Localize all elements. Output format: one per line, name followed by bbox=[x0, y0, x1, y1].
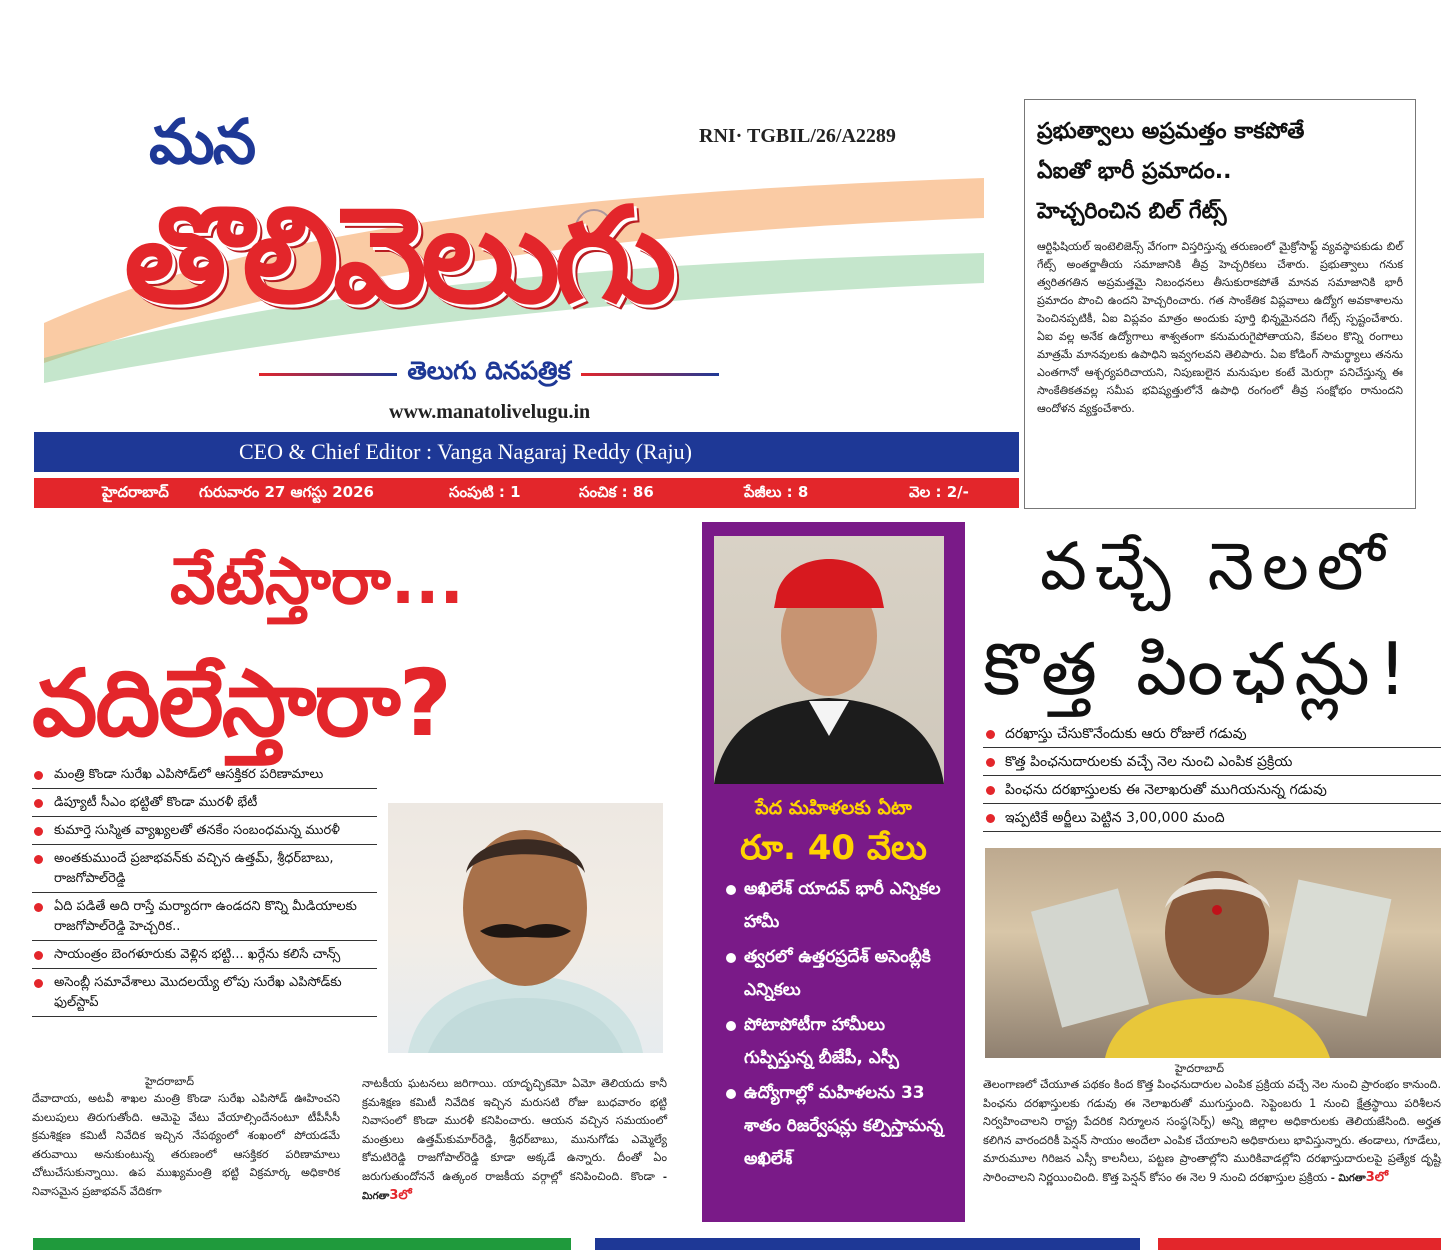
portrait-akhilesh-icon bbox=[714, 536, 944, 784]
dateline-issue: సంచిక : 86 bbox=[579, 483, 654, 501]
logo-tolivelugu: తొలివెలుగు bbox=[124, 179, 671, 333]
continued-page: 3లో bbox=[1365, 1169, 1389, 1185]
tagline-rule-right bbox=[581, 373, 719, 376]
continued-label: - మిగతా bbox=[1330, 1172, 1366, 1184]
portrait-man-icon bbox=[388, 803, 663, 1053]
portrait-woman-icon bbox=[985, 848, 1441, 1058]
photo-akhilesh-yadav bbox=[714, 536, 944, 784]
dateline-city: హైదరాబాద్ bbox=[102, 483, 169, 501]
main-story-column-1: దేవాదాయ, అటవీ శాఖల మంత్రి కొండా సురేఖ ఎపిసోడ్ ఊహించని మలుపులు తిరుగుతోంది. ఆమెపై వేటు వేయాల్సిందేనంటూ టీపీసీసీ క్రమశిక్షణ కమిటీ నివేదిక ఇచ్చిన నేపథ్యంలో శంఖంలో పోయడమే తరువాయి అనుకుంటున్న తరుణంలో ఆసక్తికర పరిణామాలు చోటుచేసుకున్నాయి. ఉప ముఖ్యమంత్రి భట్టి విక్రమార్క అధికారిక నివాసమైన ప్రజాభవన్ వేదికగా bbox=[32, 1092, 340, 1198]
bottom-band-blue bbox=[595, 1238, 1140, 1250]
main-story-bullets bbox=[32, 765, 377, 1021]
website-url[interactable]: www.manatolivelugu.in bbox=[389, 401, 591, 423]
photo-konda-murali bbox=[388, 803, 663, 1053]
pension-headline-2: కొత్త పింఛన్లు! bbox=[983, 627, 1415, 711]
continued-marker bbox=[1330, 1169, 1389, 1185]
ai-headline-1: ప్రభుత్వాలు అప్రమత్తం కాకపోతే bbox=[1037, 119, 1305, 144]
tagline-rule-left bbox=[259, 373, 397, 376]
dateline-band bbox=[34, 478, 1019, 508]
list-item: ఏది పడితే అది రాస్తే మర్యాదగా ఉండదని కొన్ని మీడియాలకు రాజగోపాల్‌రెడ్డి హెచ్చరిక.. bbox=[32, 897, 377, 941]
list-item: పోటాపోటీగా హామీలు గుప్పిస్తున్న బీజేపీ, ఎస్పీ bbox=[726, 1009, 956, 1075]
list-item: అంతకుముందే ప్రజాభవన్‌కు వచ్చిన ఉత్తమ్, శ్రీధర్‌బాబు, రాజగోపాల్‌రెడ్డి bbox=[32, 849, 377, 893]
masthead bbox=[34, 95, 989, 430]
chief-editor: CEO & Chief Editor : Vanga Nagaraj Reddy (Raju) bbox=[239, 439, 692, 464]
dateline-date: గురువారం 27 ఆగస్టు 2026 bbox=[199, 483, 374, 501]
main-headline-1: వేటేస్తారా... bbox=[170, 545, 464, 619]
continued-page: 3లో bbox=[389, 1188, 412, 1203]
list-item: పింఛను దరఖాస్తులకు ఈ నెలాఖరుతో ముగియనున్న గడువు bbox=[983, 779, 1441, 804]
list-item: కుమార్తె సుస్మిత వ్యాఖ్యలతో తనకేం సంబంధమన్న మురళీ bbox=[32, 821, 377, 845]
list-item: ఇప్పటికే అర్జీలు పెట్టిన 3,00,000 మంది bbox=[983, 807, 1441, 832]
dateline-price: వెల : 2/- bbox=[909, 483, 969, 501]
list-item: సాయంత్రం బెంగళూరుకు వెళ్లిన భట్టి... ఖర్గేను కలిసే చాన్స్ bbox=[32, 945, 377, 969]
main-story-column-2-text: నాటకీయ ఘటనలు జరిగాయి. యాదృచ్ఛికమో ఏమో తెలియదు కానీ క్రమశిక్షణ కమిటీ నివేదిక ఇచ్చిన మరుసటి రోజు బుధవారం భట్టి నివాసంలో కొండా మురళీ కనిపించారు. ఆయన వచ్చిన సమయంలో మంత్రులు ఉత్తమ్‌కుమార్‌రెడ్డి, శ్రీధర్‌బాబు, మునుగోడు ఎమ్మెల్యే కోమటిరెడ్డి రాజగోపాల్‌రెడ్డి కూడా అక్కడే ఉన్నారు. దీంతో ఏం జరుగుతుందోననే ఉత్కంఠ రాజకీయ వర్గాల్లో కనిపించింది. కొండా bbox=[362, 1077, 667, 1183]
logo-mana: మన bbox=[149, 105, 255, 178]
pension-headline-1: వచ్చే నెలలో bbox=[1040, 528, 1393, 605]
pension-story-text: తెలంగాణలో చేయూత పథకం కింద కొత్త పింఛనుదారుల ఎంపిక ప్రక్రియ వచ్చే నెల నుంచి ప్రారంభం కానుంది. పింఛను దరఖాస్తులకు గడువు ఈ నెలాఖరుతో ముగుస్తుంది. సెప్టెంబరు 1 నుంచి క్షేత్రస్థాయి పరిశీలన నిర్వహించాలని రాష్ట్ర పేదరిక నిర్మూలన సంస్థ(సెర్ప్) అన్ని జిల్లాల అధికారులకు తెలియజేసింది. అర్హత కలిగిన వారందరికీ పెన్షన్ సాయం అందేలా ఎంపిక చేయాలని అధికారులు భావిస్తున్నారు. తండాలు, గూడేలు, మారుమూల గిరిజన ఎస్సీ కాలనీలు, పట్టణ ప్రాంతాల్లోని మురికివాడల్లోని దరఖాస్తుదారులపై ప్రత్యేక దృష్టి సారించాలని నిర్ణయించింది. కొత్త పెన్షన్ కోసం ఈ నెల 9 నుంచి దరఖాస్తుల ప్రక్రియ bbox=[983, 1078, 1441, 1184]
editor-band bbox=[34, 432, 1019, 472]
main-headline-2: వదిలేస్తారా? bbox=[32, 650, 451, 757]
purple-caption-1: పేద మహిళలకు ఏటా bbox=[755, 797, 912, 819]
pension-dateline: హైదరాబాద్ bbox=[1175, 1062, 1224, 1075]
ai-headline-2: ఏఐతో భారీ ప్రమాదం.. bbox=[1037, 159, 1232, 184]
ai-story-box bbox=[1024, 99, 1416, 509]
photo-pension-woman bbox=[985, 848, 1441, 1058]
list-item: డిప్యూటీ సీఎం భట్టితో కొండా మురళీ భేటీ bbox=[32, 793, 377, 817]
bottom-band-red bbox=[1158, 1238, 1441, 1250]
pension-story-bullets bbox=[983, 723, 1441, 835]
list-item: అసెంబ్లీ సమావేశాలు మొదలయ్యే లోపు సురేఖ ఎపిసోడ్‌కు ఫుల్‌స్టాప్ bbox=[32, 973, 377, 1017]
tagline: తెలుగు దినపత్రిక bbox=[407, 356, 571, 385]
list-item: కొత్త పింఛనుదారులకు వచ్చే నెల నుంచి ఎంపిక ప్రక్రియ bbox=[983, 751, 1441, 776]
main-story-dateline: హైదరాబాద్ bbox=[145, 1075, 194, 1088]
list-item: అఖిలేశ్ యాదవ్ భారీ ఎన్నికల హామీ bbox=[726, 873, 956, 939]
pension-story-body bbox=[983, 1076, 1441, 1188]
list-item: మంత్రి కొండా సురేఖ ఎపిసోడ్‌లో ఆసక్తికర పరిణామాలు bbox=[32, 765, 377, 789]
ai-story-body: ఆర్టిఫిషియల్ ఇంటెలిజెన్స్ వేగంగా విస్తరిస్తున్న తరుణంలో మైక్రోసాఫ్ట్ వ్యవస్థాపకుడు బిల్ గేట్స్ అంతర్జాతీయ సమాజానికి తీవ్ర హెచ్చరికలు చేశారు. ప్రభుత్వాలు గనుక త్వరితగతిన అప్రమత్తమై నిబంధనలు తీసుకురాకపోతే మానవ సమాజానికి భారీ ప్రమాదం పొంచి ఉందని హెచ్చరించారు. గత సాంకేతిక విప్లవాలు ఉద్యోగ అవకాశాలను పెంచినప్పటికీ, ఏఐ విప్లవం మాత్రం అందుకు పూర్తి భిన్నమైనదని గేట్స్ స్పష్టంచేశారు. ఏఐ వల్ల అనేక ఉద్యోగాలు శాశ్వతంగా కనుమరుగైపోతాయని, కేవలం కొన్ని రంగాలు మాత్రమే మానవులకు ఉపాధిని ఇవ్వగలవని తెలిపారు. ఏఐ కోడింగ్ సామర్థ్యాలు తనను ఎంతగానో ఆశ్చర్యపరిచాయని, నిపుణులైన మనుషుల కంటే మెరుగ్గా పనిచేస్తున్న ఈ సాంకేతికతవల్ల సమీప భవిష్యత్తులోనే ఉపాధి రంగంలో తీవ్ర సంక్షోభం రానుందని ఆందోళన వ్యక్తంచేశారు. bbox=[1037, 240, 1403, 415]
list-item: దరఖాస్తు చేసుకొనేందుకు ఆరు రోజులే గడువు bbox=[983, 723, 1441, 748]
main-story-column-2 bbox=[362, 1075, 667, 1207]
list-item: త్వరలో ఉత్తరప్రదేశ్ అసెంబ్లీకి ఎన్నికలు bbox=[726, 941, 956, 1007]
dateline-pages: పేజీలు : 8 bbox=[744, 483, 809, 501]
list-item: ఉద్యోగాల్లో మహిళలను 33 శాతం రిజర్వేషన్లు కల్పిస్తామన్న అఖిలేశ్ bbox=[726, 1077, 956, 1176]
ai-headline-3: హెచ్చరించిన బిల్ గేట్స్ bbox=[1037, 199, 1227, 224]
continued-label: - మిగతా bbox=[362, 1171, 668, 1202]
purple-caption-2: రూ. 40 వేలు bbox=[740, 828, 927, 868]
dateline-volume: సంపుటి : 1 bbox=[449, 483, 521, 501]
tagline-row bbox=[259, 357, 719, 391]
bottom-band-green bbox=[33, 1238, 571, 1250]
purple-story-bullets bbox=[726, 873, 956, 1178]
rni-number: RNI· TGBIL/26/A2289 bbox=[699, 125, 896, 147]
